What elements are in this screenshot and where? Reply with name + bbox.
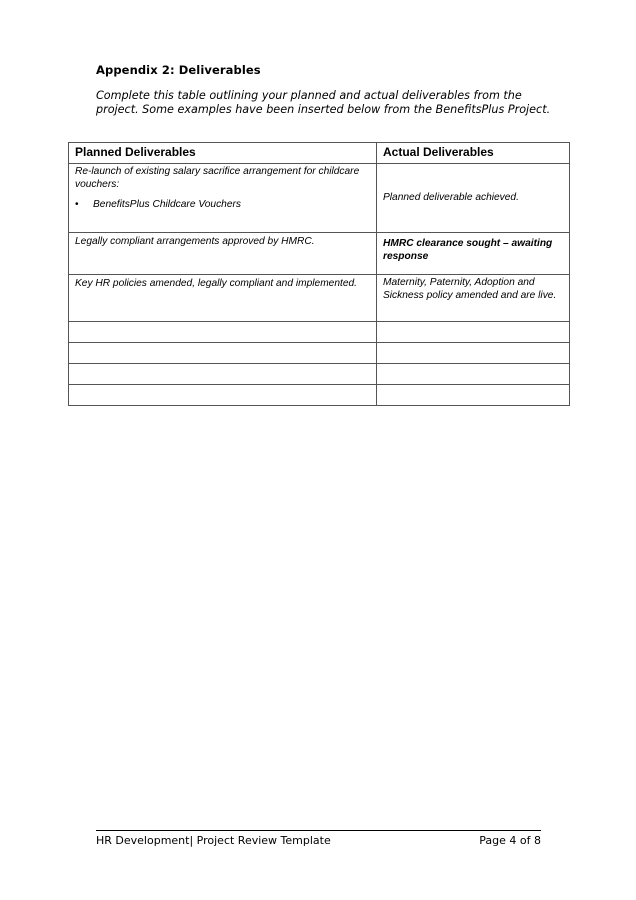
planned-cell: Key HR policies amended, legally compliant and implemented.	[69, 275, 377, 322]
actual-cell: Planned deliverable achieved.	[377, 164, 570, 233]
empty-cell[interactable]	[69, 343, 377, 364]
footer-divider	[96, 830, 541, 831]
bullet-text: BenefitsPlus Childcare Vouchers	[93, 199, 241, 210]
table-row	[69, 385, 570, 406]
table-header-row	[69, 143, 570, 164]
deliverables-table	[68, 142, 570, 406]
header-planned-deliverables: Planned Deliverables	[69, 143, 377, 164]
empty-cell[interactable]	[377, 343, 570, 364]
intro-line-1: Complete this table outlining your planned and actual deliverables from the	[96, 89, 522, 102]
empty-cell[interactable]	[377, 322, 570, 343]
table-row	[69, 322, 570, 343]
table-row	[69, 275, 570, 322]
footer-page-number: Page 4 of 8	[479, 834, 541, 847]
empty-cell[interactable]	[69, 385, 377, 406]
table-row	[69, 343, 570, 364]
intro-line-2: project. Some examples have been inserted below from the BenefitsPlus Project.	[96, 102, 551, 116]
planned-text: Re-launch of existing salary sacrifice arrangement for childcare vouchers:	[75, 166, 360, 190]
actual-cell: Maternity, Paternity, Adoption and Sickness policy amended and are live.	[377, 275, 570, 322]
planned-cell: Legally compliant arrangements approved by HMRC.	[69, 233, 377, 275]
footer-document-title: HR Development| Project Review Template	[96, 834, 331, 847]
empty-cell[interactable]	[377, 364, 570, 385]
table-row	[69, 233, 570, 275]
planned-cell	[69, 164, 377, 233]
table-row	[69, 164, 570, 233]
empty-cell[interactable]	[69, 364, 377, 385]
bullet-dot: •	[75, 199, 79, 210]
bullet-item	[75, 199, 370, 212]
empty-cell[interactable]	[69, 322, 377, 343]
empty-cell[interactable]	[377, 385, 570, 406]
section-heading: Appendix 2: Deliverables	[96, 63, 261, 77]
actual-cell: HMRC clearance sought – awaiting response	[377, 233, 570, 275]
table-row	[69, 364, 570, 385]
header-actual-deliverables: Actual Deliverables	[377, 143, 570, 164]
section-intro	[96, 89, 556, 116]
